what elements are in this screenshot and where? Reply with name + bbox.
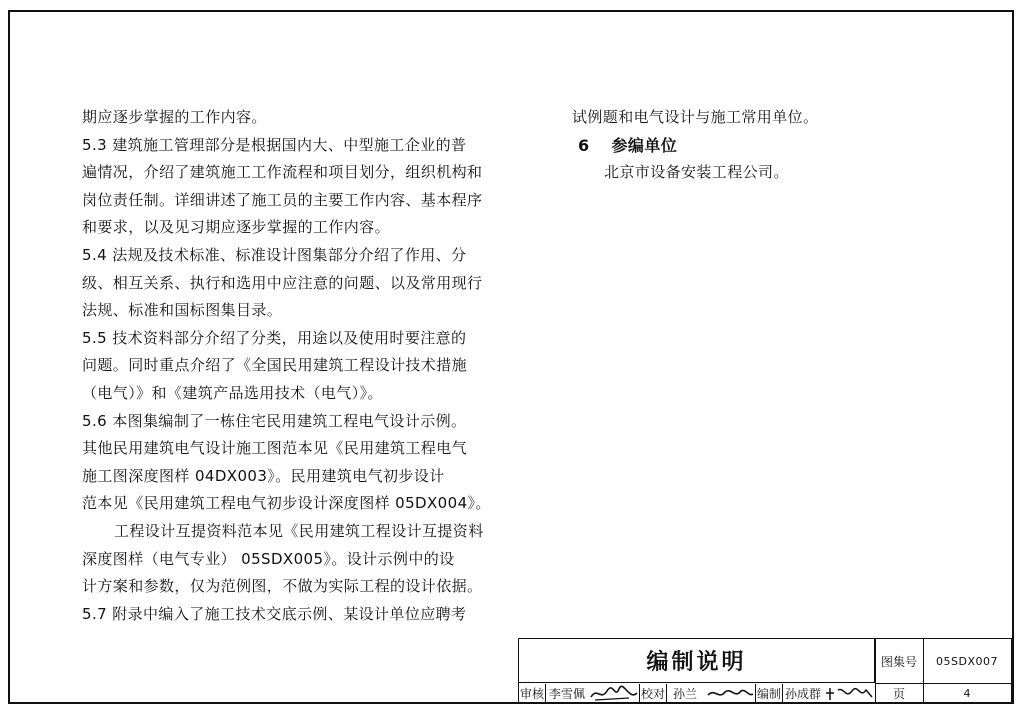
section-title: 参编单位 (611, 135, 678, 155)
page-label: 页 (892, 687, 905, 701)
section-number: 6 (578, 135, 590, 155)
compile-label: 编制 (756, 684, 783, 703)
atlas-no: 05SDX007 (936, 654, 998, 668)
body-text-line: 计方案和参数，仅为范例图，不做为实际工程的设计依据。 (82, 577, 483, 596)
right-text-column (572, 104, 992, 187)
body-text-line: 级、相互关系、执行和选用中应注意的问题、以及常用现行 (82, 273, 483, 292)
body-text-line: 法规、标准和国标图集目录。 (82, 301, 283, 320)
check-label: 校对 (640, 684, 667, 703)
body-text-line: 问题。同时重点介绍了《全国民用建筑工程设计技术措施 (82, 356, 468, 375)
body-text-line: 遍情况，介绍了建筑施工工作流程和项目划分，组织机构和 (82, 163, 483, 182)
body-text-line: 和要求，以及见习期应逐步掌握的工作内容。 (82, 218, 391, 237)
compile-name: 孙成群 (784, 687, 821, 701)
body-text-line: 5.6 本图集编制了一栋住宅民用建筑工程电气设计示例。 (82, 411, 467, 430)
compile-signature (824, 685, 874, 703)
drawing-title: 编制说明 (519, 639, 875, 683)
title-block (518, 638, 1012, 704)
review-label: 审核 (519, 684, 546, 703)
review-signature (589, 685, 639, 703)
continuation-line: 试例题和电气设计与施工常用单位。 (572, 108, 819, 126)
body-text-line: 工程设计互提资料范本见《民用建筑工程设计互提资料 (114, 521, 484, 540)
page-number: 4 (963, 687, 971, 700)
section-6-heading (572, 132, 992, 160)
body-text-line: 施工图深度图样 04DX003》。民用建筑电气初步设计 (82, 466, 445, 485)
body-text-line: 深度图样（电气专业） 05SDX005》。设计示例中的设 (82, 549, 455, 568)
participating-unit: 北京市设备安装工程公司。 (604, 163, 789, 182)
body-text-line: 期应逐步掌握的工作内容。 (82, 108, 267, 126)
review-name: 李雪佩 (548, 687, 585, 701)
body-text-line: （电气）》和《建筑产品选用技术（电气）》。 (82, 383, 383, 402)
body-text-line: 5.3 建筑施工管理部分是根据国内大、中型施工企业的普 (82, 135, 467, 154)
atlas-no-label: 图集号 (880, 654, 917, 669)
body-text-line: 5.4 法规及技术标准、标准设计图集部分介绍了作用、分 (82, 245, 467, 264)
check-signature (705, 685, 755, 703)
body-text-line: 其他民用建筑电气设计施工图范本见《民用建筑工程电气 (82, 439, 468, 458)
body-text-line: 范本见《民用建筑工程电气初步设计深度图样 05DX004》。 (82, 494, 491, 513)
body-text-line: 5.5 技术资料部分介绍了分类，用途以及使用时要注意的 (82, 328, 467, 347)
body-text-line: 5.7 附录中编入了施工技术交底示例、某设计单位应聘考 (82, 604, 467, 623)
left-text-column (82, 104, 502, 628)
check-name: 孙兰 (672, 687, 697, 701)
body-text-line: 岗位责任制。详细讲述了施工员的主要工作内容、基本程序 (82, 190, 483, 209)
